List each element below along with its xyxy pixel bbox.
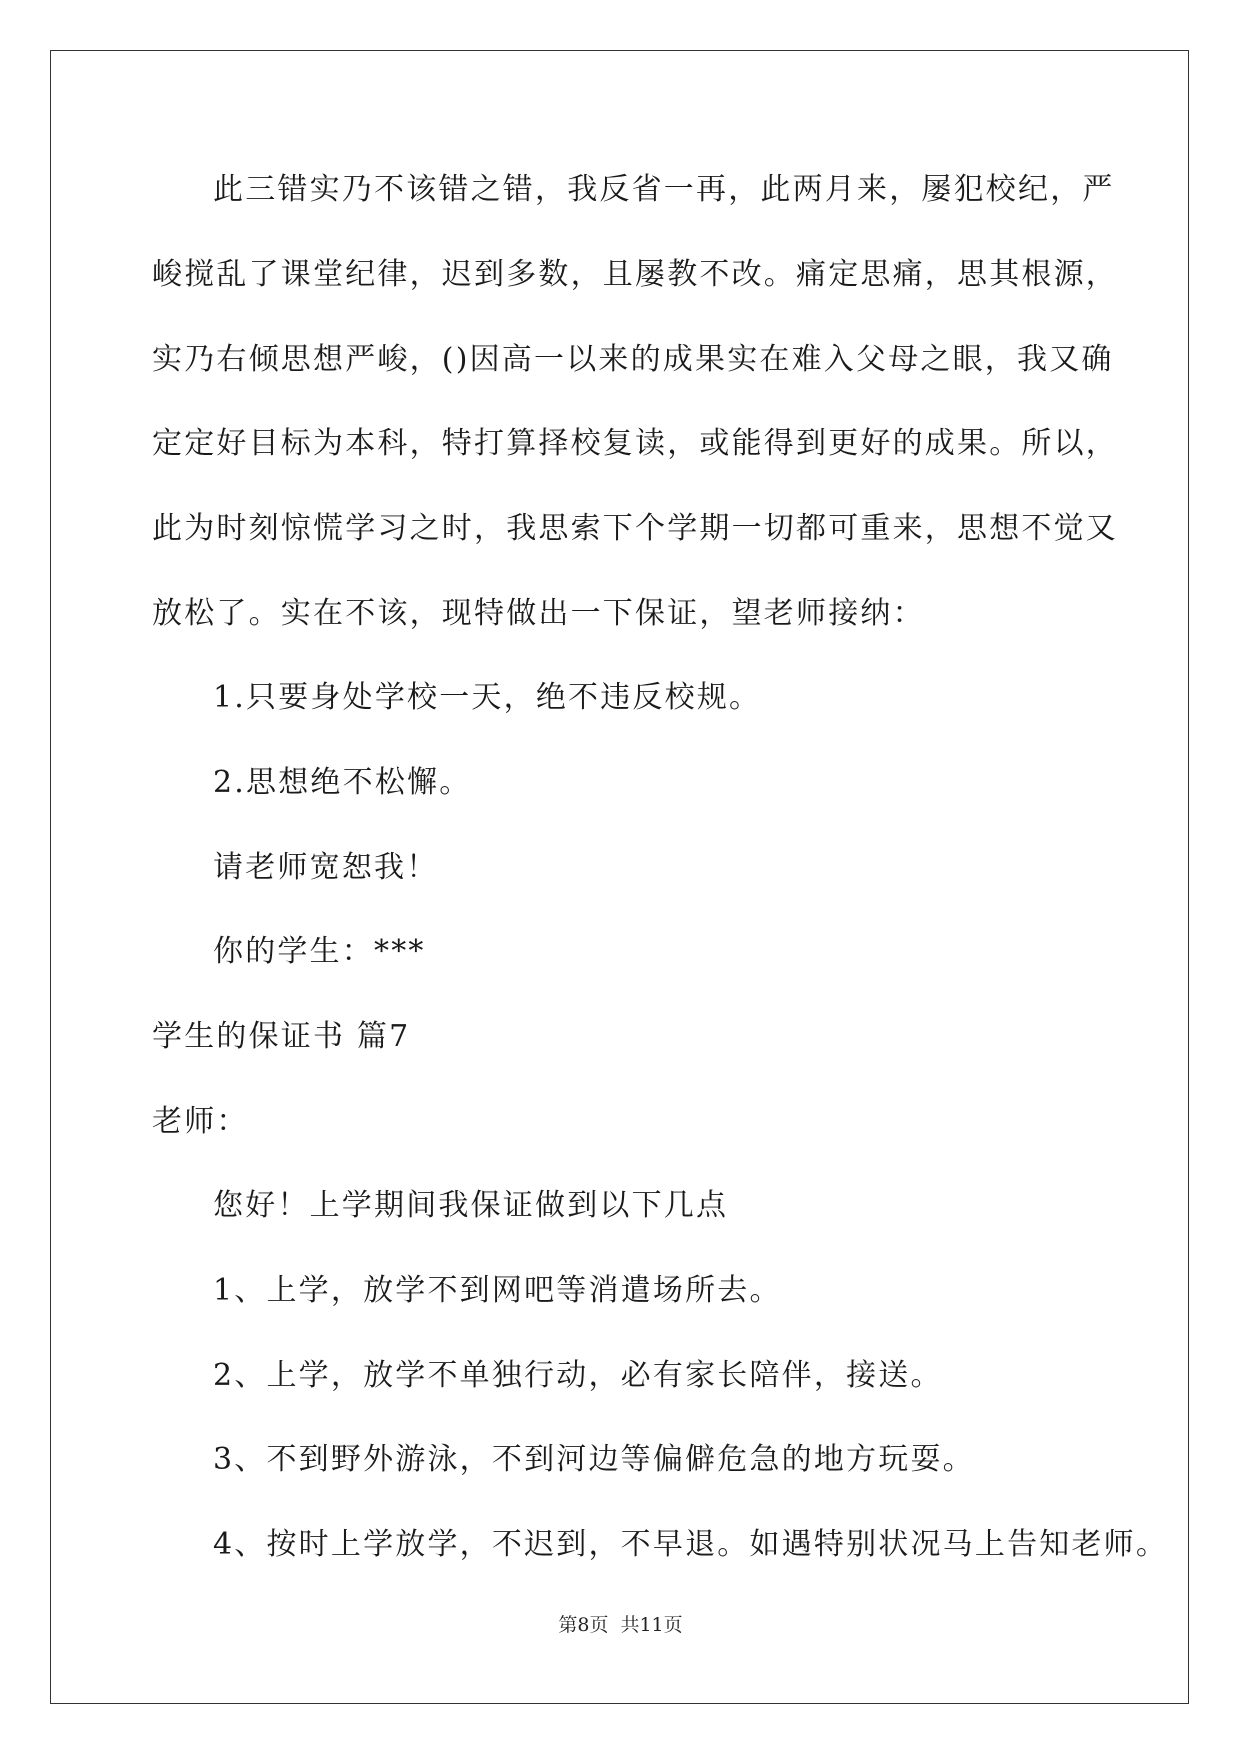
page-total: 共11页 [620, 1614, 683, 1636]
paragraph-line: 您好！上学期间我保证做到以下几点 [213, 1188, 729, 1223]
salutation: 老师： [152, 1104, 249, 1139]
list-item: 1.只要身处学校一天，绝不违反校规。 [213, 680, 762, 715]
section-heading: 学生的保证书 篇7 [152, 1019, 411, 1054]
paragraph-line: 放松了。实在不该，现特做出一下保证，望老师接纳： [152, 596, 925, 631]
list-item: 2、上学，放学不单独行动，必有家长陪伴，接送。 [213, 1358, 943, 1393]
page-number: 第8页 [558, 1614, 609, 1636]
list-item: 1、上学，放学不到网吧等消遣场所去。 [213, 1273, 782, 1308]
paragraph-line: 此为时刻惊慌学习之时，我思索下个学期一切都可重来，思想不觉又 [152, 511, 1118, 546]
paragraph-line: 实乃右倾思想严峻，()因高一以来的成果实在难入父母之眼，我又确 [152, 342, 1114, 377]
list-item: 3、不到野外游泳，不到河边等偏僻危急的地方玩耍。 [213, 1442, 975, 1477]
paragraph-line: 定定好目标为本科，特打算择校复读，或能得到更好的成果。所以， [152, 426, 1118, 461]
list-item: 2.思想绝不松懈。 [213, 765, 472, 800]
paragraph-line: 此三错实乃不该错之错，我反省一再，此两月来，屡犯校纪，严 [213, 172, 1115, 207]
page-footer [0, 1613, 1241, 1637]
paragraph-line: 峻搅乱了课堂纪律，迟到多数，且屡教不改。痛定思痛，思其根源， [152, 257, 1118, 292]
signature-line: 你的学生：*** [213, 934, 426, 969]
closing-line: 请老师宽恕我！ [213, 850, 439, 885]
list-item: 4、按时上学放学，不迟到，不早退。如遇特别状况马上告知老师。 [213, 1527, 1169, 1562]
